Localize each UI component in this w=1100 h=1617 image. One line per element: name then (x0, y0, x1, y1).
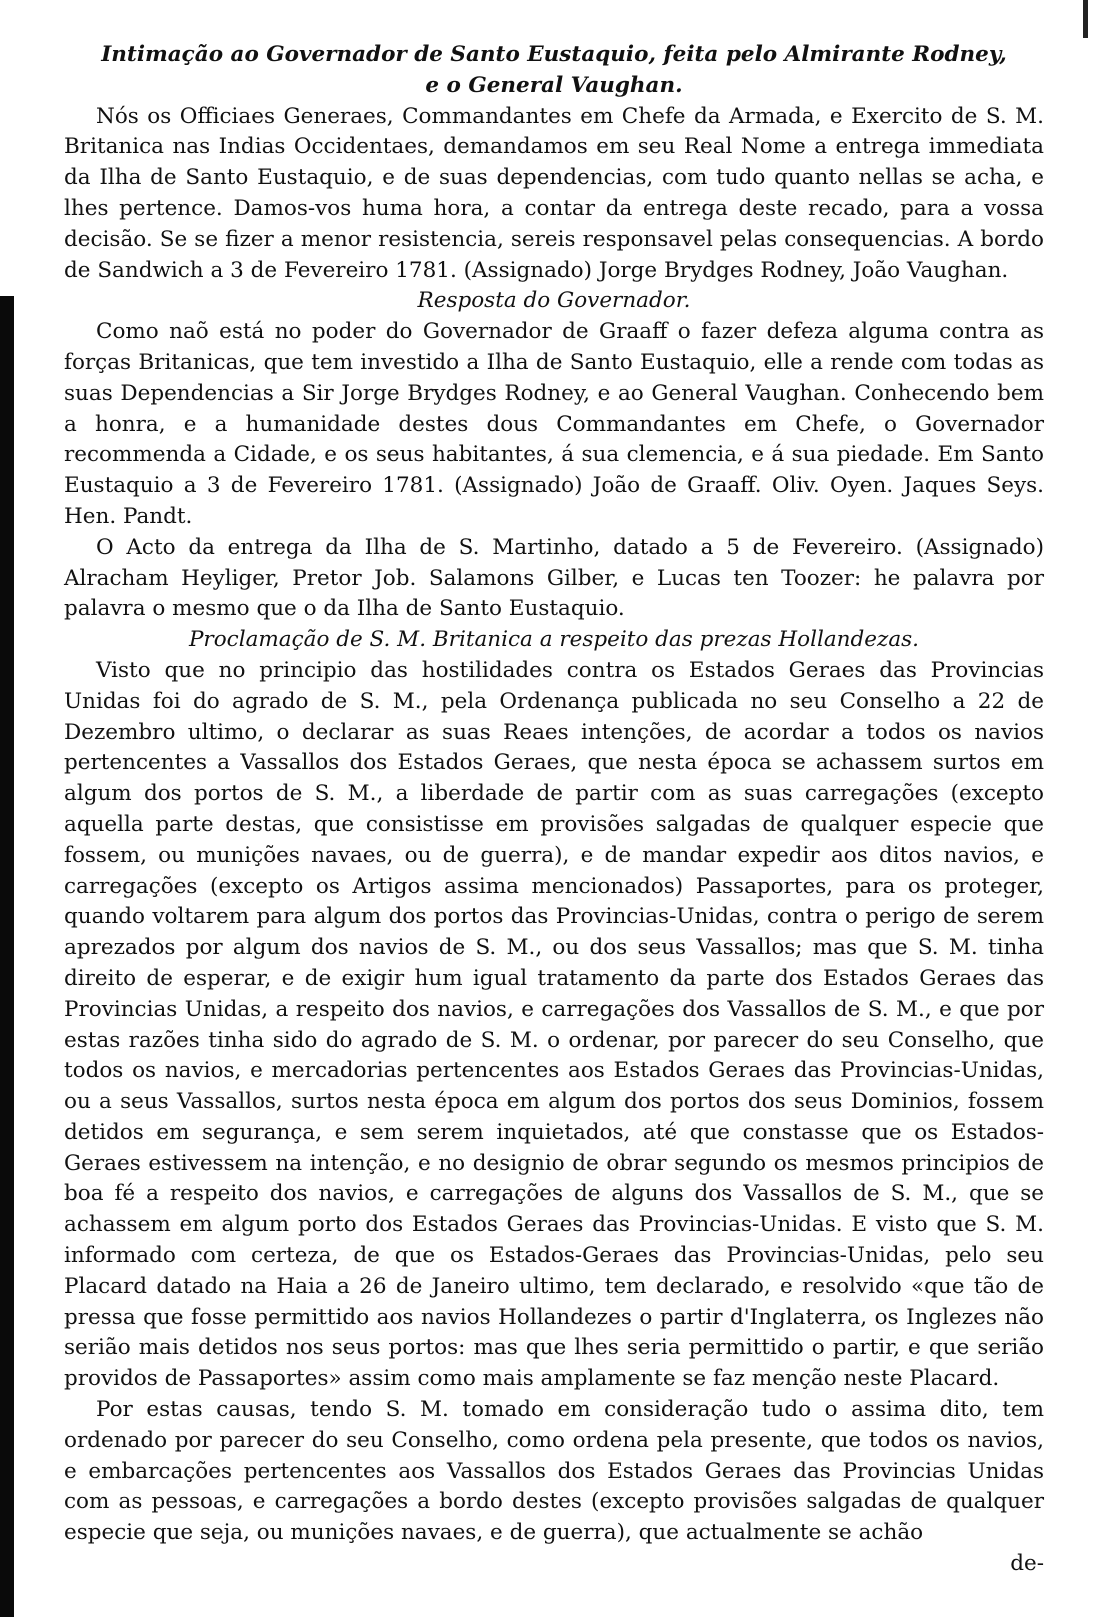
document-page (64, 40, 1044, 1580)
response-heading: Resposta do Governador. (417, 288, 691, 314)
catchword: de- (1010, 1551, 1044, 1577)
proclamation-heading: Proclamação de S. M. Britanica a respeito das prezas Hollandezas. (188, 627, 920, 653)
title-line-2: e o General Vaughan. (425, 72, 683, 98)
proclamation-paragraph-2: Por estas causas, tendo S. M. tomado em consideração tudo o assima dito, tem ordenado por parecer do seu Conselho, como ordena pela presente, que todos os navios, e embarcações pertencentes aos Vassallos dos Estados Geraes das Provincias Unidas com as pessoas, e carregações a bordo destes (excepto provisões salgadas de qualquer especie que seja, ou munições navaes, e de guerra), que actualmente se achão (64, 1397, 1044, 1546)
title-line-1: Intimação ao Governador de Santo Eustaquio, feita pelo Almirante Rodney, (101, 42, 1007, 67)
summons-paragraph: Nós os Officiaes Generaes, Commandantes em Chefe da Armada, e Exercito de S. M. Britanica nas Indias Occidentaes, demandamos em seu Real Nome a entrega immediata da Ilha de Santo Eustaquio, e de suas dependencias, com tudo quanto nellas se acha, e lhes pertence. Damos-vos huma hora, a contar da entrega deste recado, para a vossa decisão. Se se fizer a menor resistencia, sereis responsavel pelas consequencias. A bordo de Sandwich a 3 de Fevereiro 1781. (Assignado) Jorge Brydges Rodney, João Vaughan. (64, 103, 1044, 283)
proclamation-paragraph-1: Visto que no principio das hostilidades contra os Estados Geraes das Provincias Unidas foi do agrado de S. M., pela Ordenança publicada no seu Conselho a 22 de Dezembro ultimo, o declarar as suas Reaes intenções, de acordar a todos os navios pertencentes a Vassallos dos Estados Geraes, que nesta época se achassem surtos em algum dos portos de S. M., a liberdade de partir com as suas carregações (excepto aquella parte destas, que consistisse em provisões salgadas de qualquer especie que fossem, ou munições navaes, ou de guerra), e de mandar expedir aos ditos navios, e carregações (excepto os Artigos assima mencionados) Passaportes, para os proteger, quando voltarem para algum dos portos das Provincias-Unidas, contra o perigo de serem aprezados por algum dos navios de S. M., ou dos seus Vassallos; mas que S. M. tinha direito de esperar, e de exigir hum igual tratamento da parte dos Estados Geraes das Provincias Unidas, a respeito dos navios, e carregações dos Vassallos de S. M., e que por estas razões tinha sido do agrado de S. M. o ordenar, por parecer do seu Conselho, que todos os navios, e mercadorias pertencentes aos Estados Geraes das Provincias-Unidas, ou a seus Vassallos, surtos nesta época em algum dos portos dos seus Dominios, fossem detidos em segurança, e sem serem inquietados, até que constasse que os Estados-Geraes estivessem na intenção, e no designio de obrar segundo os mesmos principios de boa fé a respeito dos navios, e carregações de alguns dos Vassallos de S. M., que se achassem em algum porto dos Estados Geraes das Provincias-Unidas. E visto que S. M. informado com certeza, de que os Estados-Geraes das Provincias-Unidas, pelo seu Placard datado na Haia a 26 de Janeiro ultimo, tem declarado, e resolvido «que tão de pressa que fosse permittido aos navios Hollandezes o partir d'Inglaterra, os Inglezes não serião mais detidos nos seus portos: mas que lhes seria permittido o partir, e que serião providos de Passaportes» assim como mais amplamente se faz menção neste Placard. (64, 657, 1044, 1392)
scan-edge-bar (0, 296, 14, 1617)
scan-edge-rule (1083, 0, 1088, 38)
st-martin-paragraph: O Acto da entrega da Ilha de S. Martinho, datado a 5 de Fevereiro. (Assignado) Alracham Heyliger, Pretor Job. Salamons Gilber, e Lucas ten Toozer: he palavra por palavra o mesmo que o da Ilha de Santo Eustaquio. (64, 534, 1044, 622)
response-paragraph: Como naõ está no poder do Governador de Graaff o fazer defeza alguma contra as forças Britanicas, que tem investido a Ilha de Santo Eustaquio, elle a rende com todas as suas Dependencias a Sir Jorge Brydges Rodney, e ao General Vaughan. Conhecendo bem a honra, e a humanidade destes dous Commandantes em Chefe, o Governador recommenda a Cidade, e os seus habitantes, á sua clemencia, e á sua piedade. Em Santo Eustaquio a 3 de Fevereiro 1781. (Assignado) João de Graaff. Oliv. Oyen. Jaques Seys. Hen. Pandt. (64, 319, 1044, 529)
